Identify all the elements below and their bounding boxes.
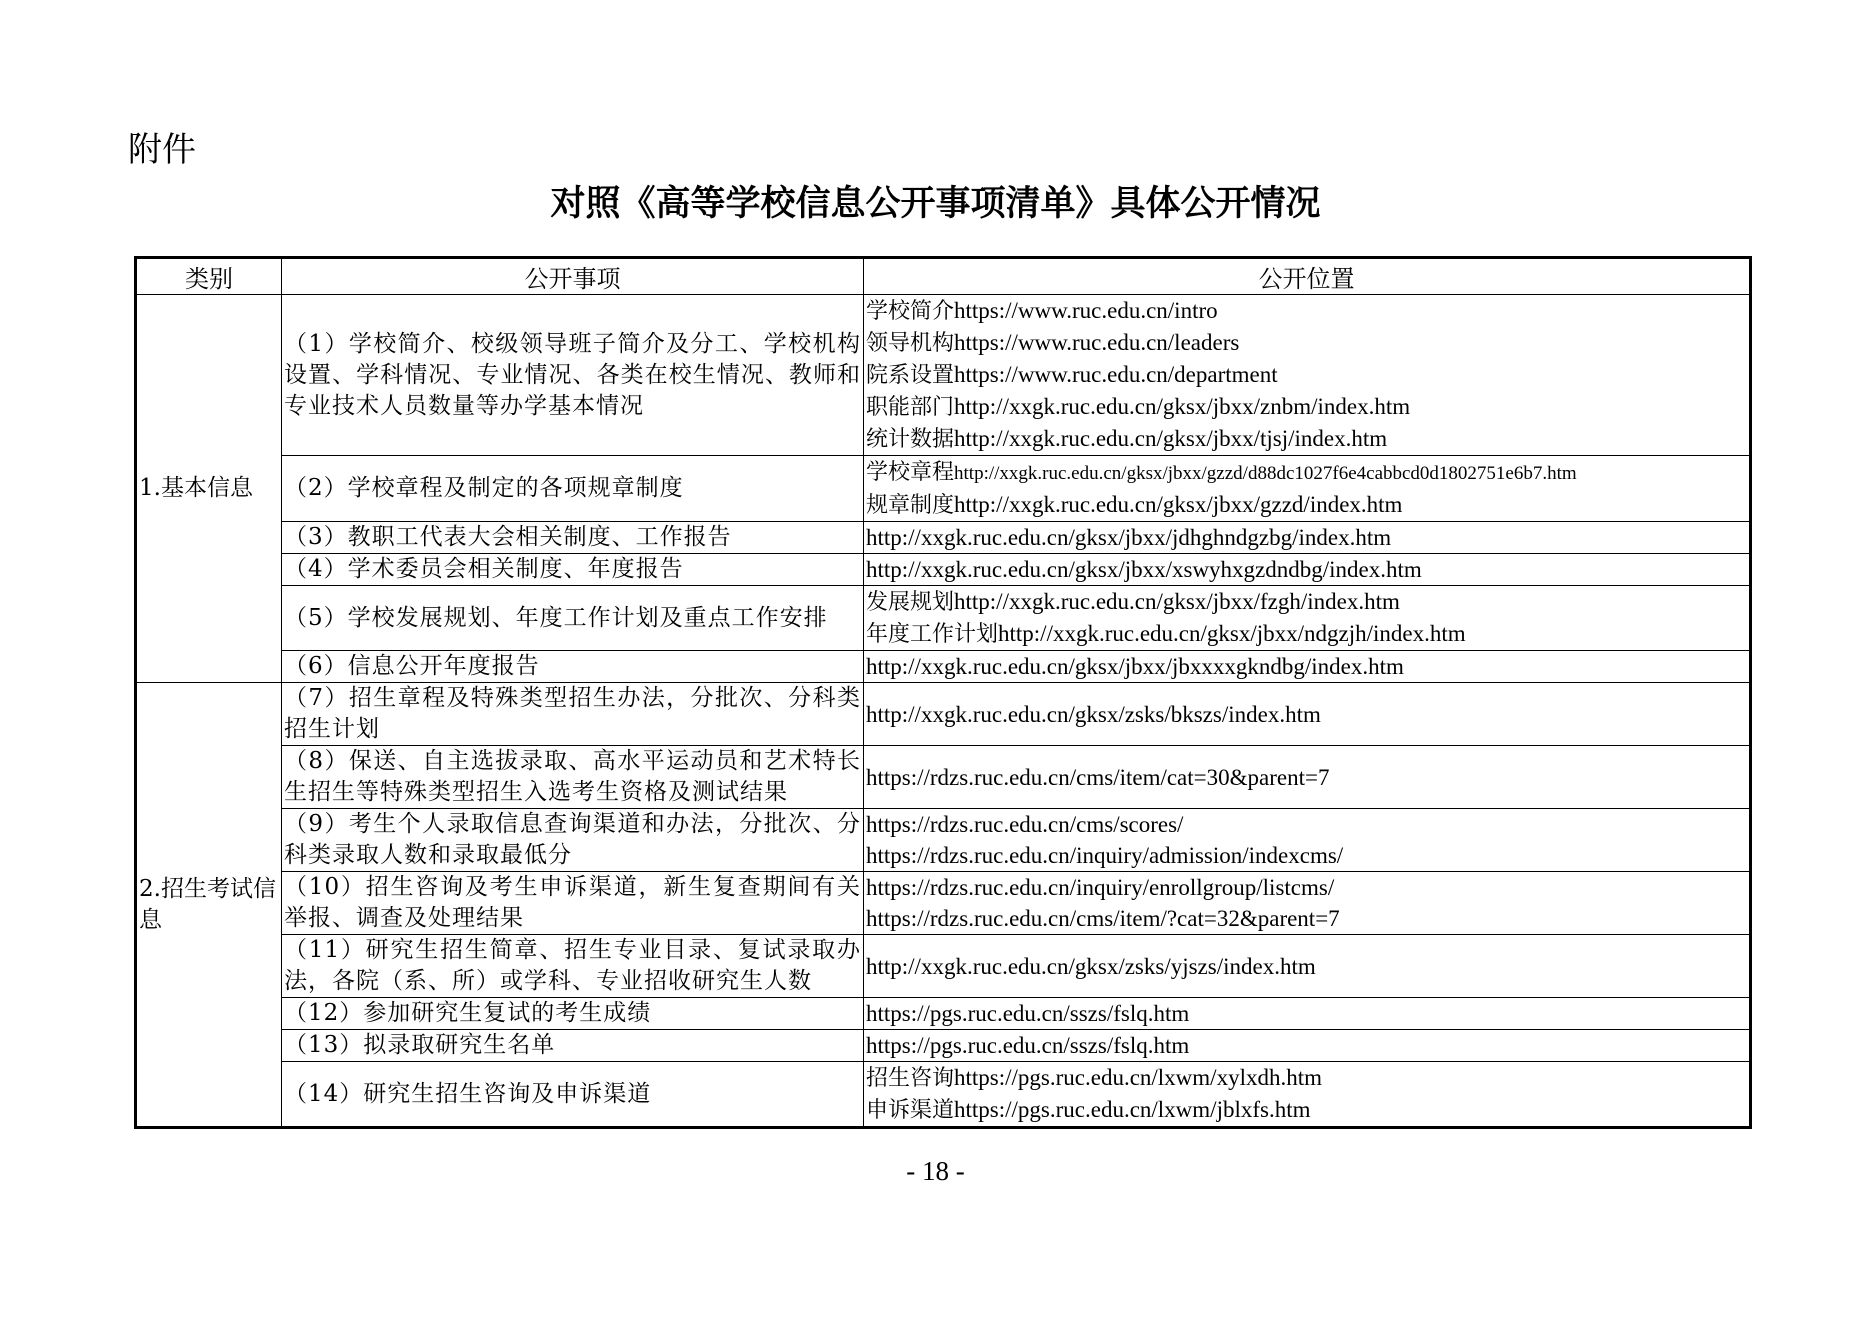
item-cell: （14）研究生招生咨询及申诉渠道 bbox=[282, 1062, 864, 1128]
item-cell: （4）学术委员会相关制度、年度报告 bbox=[282, 554, 864, 586]
location-link[interactable]: http://xxgk.ruc.edu.cn/gksx/jbxx/jbxxxxgkndbg/index.htm bbox=[866, 654, 1404, 679]
location-label: 领导机构 bbox=[866, 331, 955, 356]
location-label: 年度工作计划 bbox=[866, 622, 999, 647]
header-location: 公开位置 bbox=[864, 258, 1751, 295]
location-link[interactable]: https://rdzs.ruc.edu.cn/cms/item/?cat=32&parent=7 bbox=[866, 906, 1340, 931]
location-cell bbox=[864, 998, 1751, 1030]
location-cell bbox=[864, 1030, 1751, 1062]
table-row bbox=[136, 1062, 1751, 1128]
location-cell bbox=[864, 456, 1751, 522]
location-link[interactable]: http://xxgk.ruc.edu.cn/gksx/jbxx/gzzd/d88dc1027f6e4cabbcd0d1802751e6b7.htm bbox=[954, 463, 1577, 484]
item-cell: （7）招生章程及特殊类型招生办法，分批次、分科类招生计划 bbox=[282, 683, 864, 746]
table-row bbox=[136, 651, 1751, 683]
page-number: - 18 - bbox=[906, 1156, 965, 1186]
location-link[interactable]: http://xxgk.ruc.edu.cn/gksx/jbxx/gzzd/index.htm bbox=[954, 492, 1403, 517]
location-link[interactable]: https://www.ruc.edu.cn/department bbox=[954, 362, 1278, 387]
document-title: 对照《高等学校信息公开事项清单》具体公开情况 bbox=[550, 183, 1321, 224]
location-label: 规章制度 bbox=[866, 493, 955, 518]
location-cell bbox=[864, 809, 1751, 872]
location-link[interactable]: http://xxgk.ruc.edu.cn/gksx/jbxx/ndgzjh/index.htm bbox=[998, 621, 1466, 646]
location-link[interactable]: http://xxgk.ruc.edu.cn/gksx/jbxx/tjsj/index.htm bbox=[954, 426, 1388, 451]
location-link[interactable]: https://rdzs.ruc.edu.cn/cms/item/cat=30&parent=7 bbox=[866, 764, 1330, 790]
location-cell bbox=[864, 586, 1751, 651]
location-label: 职能部门 bbox=[866, 395, 955, 420]
item-cell: （1）学校简介、校级领导班子简介及分工、学校机构设置、学科情况、专业情况、各类在校生情况、教师和专业技术人员数量等办学基本情况 bbox=[282, 295, 864, 456]
header-category: 类别 bbox=[136, 258, 282, 295]
item-cell: （12）参加研究生复试的考生成绩 bbox=[282, 998, 864, 1030]
location-cell bbox=[864, 554, 1751, 586]
location-link[interactable]: http://xxgk.ruc.edu.cn/gksx/jbxx/znbm/index.htm bbox=[954, 394, 1411, 419]
item-cell: （8）保送、自主选拔录取、高水平运动员和艺术特长生招生等特殊类型招生入选考生资格及测试结果 bbox=[282, 746, 864, 809]
item-cell: （5）学校发展规划、年度工作计划及重点工作安排 bbox=[282, 586, 864, 651]
location-link[interactable]: https://www.ruc.edu.cn/intro bbox=[954, 298, 1218, 323]
table-header-row bbox=[136, 258, 1751, 295]
table-row bbox=[136, 456, 1751, 522]
location-link[interactable]: https://pgs.ruc.edu.cn/sszs/fslq.htm bbox=[866, 1001, 1190, 1026]
attachment-label: 附件 bbox=[128, 130, 196, 170]
location-label: 申诉渠道 bbox=[866, 1098, 955, 1123]
table-row bbox=[136, 295, 1751, 456]
location-link[interactable]: https://rdzs.ruc.edu.cn/inquiry/enrollgroup/listcms/ bbox=[866, 875, 1335, 900]
location-link[interactable]: http://xxgk.ruc.edu.cn/gksx/jbxx/fzgh/index.htm bbox=[954, 589, 1400, 614]
table-row bbox=[136, 998, 1751, 1030]
location-cell bbox=[864, 683, 1751, 746]
location-link[interactable]: http://xxgk.ruc.edu.cn/gksx/jbxx/xswyhxgzdndbg/index.htm bbox=[866, 557, 1422, 582]
location-cell bbox=[864, 746, 1751, 809]
location-label: 学校简介 bbox=[866, 299, 955, 324]
item-cell: （3）教职工代表大会相关制度、工作报告 bbox=[282, 522, 864, 554]
table-row bbox=[136, 1030, 1751, 1062]
table-row bbox=[136, 586, 1751, 651]
location-link[interactable]: https://rdzs.ruc.edu.cn/inquiry/admission/indexcms/ bbox=[866, 843, 1344, 868]
table-row bbox=[136, 683, 1751, 746]
table-row bbox=[136, 746, 1751, 809]
location-label: 发展规划 bbox=[866, 590, 955, 615]
category-cell: 2.招生考试信息 bbox=[136, 683, 282, 1128]
location-link[interactable]: https://www.ruc.edu.cn/leaders bbox=[954, 330, 1240, 355]
item-cell: （10）招生咨询及考生申诉渠道，新生复查期间有关举报、调查及处理结果 bbox=[282, 872, 864, 935]
location-label: 统计数据 bbox=[866, 427, 955, 452]
item-cell: （6）信息公开年度报告 bbox=[282, 651, 864, 683]
location-cell bbox=[864, 935, 1751, 998]
location-cell bbox=[864, 1062, 1751, 1128]
header-item: 公开事项 bbox=[282, 258, 864, 295]
table-row bbox=[136, 935, 1751, 998]
location-link[interactable]: https://pgs.ruc.edu.cn/lxwm/xylxdh.htm bbox=[954, 1065, 1322, 1090]
location-label: 学校章程 bbox=[866, 460, 955, 485]
table-row bbox=[136, 872, 1751, 935]
location-link[interactable]: https://pgs.ruc.edu.cn/sszs/fslq.htm bbox=[866, 1033, 1190, 1058]
location-link[interactable]: http://xxgk.ruc.edu.cn/gksx/jbxx/jdhghndgzbg/index.htm bbox=[866, 525, 1392, 550]
table-row bbox=[136, 522, 1751, 554]
location-link[interactable]: https://pgs.ruc.edu.cn/lxwm/jblxfs.htm bbox=[954, 1097, 1311, 1122]
location-cell bbox=[864, 651, 1751, 683]
location-cell bbox=[864, 872, 1751, 935]
item-cell: （13）拟录取研究生名单 bbox=[282, 1030, 864, 1062]
location-link[interactable]: http://xxgk.ruc.edu.cn/gksx/zsks/yjszs/index.htm bbox=[866, 953, 1316, 979]
location-label: 招生咨询 bbox=[866, 1066, 955, 1091]
item-cell: （11）研究生招生简章、招生专业目录、复试录取办法，各院（系、所）或学科、专业招收研究生人数 bbox=[282, 935, 864, 998]
table-row bbox=[136, 809, 1751, 872]
location-link[interactable]: http://xxgk.ruc.edu.cn/gksx/zsks/bkszs/index.htm bbox=[866, 701, 1321, 727]
location-link[interactable]: https://rdzs.ruc.edu.cn/cms/scores/ bbox=[866, 812, 1184, 837]
item-cell: （2）学校章程及制定的各项规章制度 bbox=[282, 456, 864, 522]
category-cell: 1.基本信息 bbox=[136, 295, 282, 683]
item-cell: （9）考生个人录取信息查询渠道和办法，分批次、分科类录取人数和录取最低分 bbox=[282, 809, 864, 872]
disclosure-table bbox=[134, 256, 1752, 1129]
location-label: 院系设置 bbox=[866, 363, 955, 388]
location-cell bbox=[864, 522, 1751, 554]
table-row bbox=[136, 554, 1751, 586]
location-cell bbox=[864, 295, 1751, 456]
